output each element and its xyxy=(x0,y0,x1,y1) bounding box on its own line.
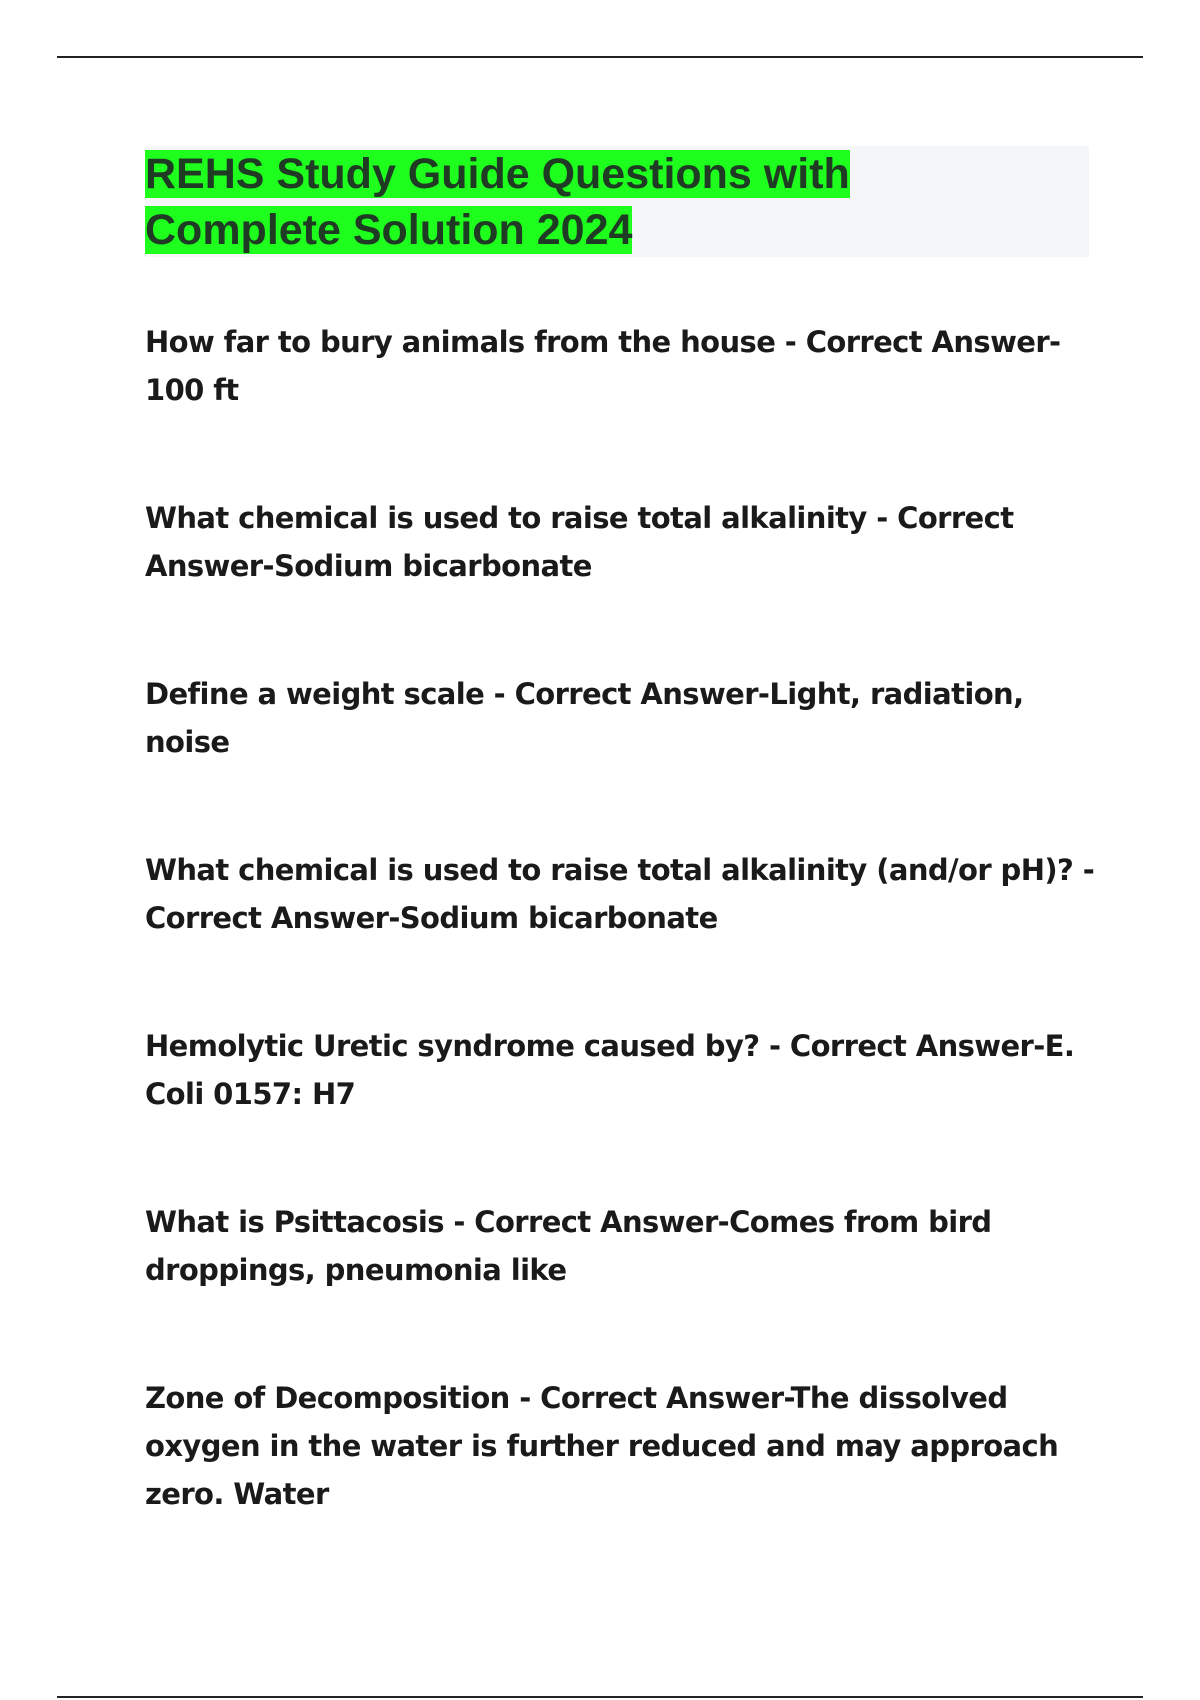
page-title xyxy=(145,146,1089,258)
qa-item: What chemical is used to raise total alkalinity - Correct Answer-Sodium bicarbonate xyxy=(145,501,1014,583)
qa-item: Define a weight scale - Correct Answer-Light, radiation, noise xyxy=(145,677,1024,759)
qa-list xyxy=(145,318,1095,1518)
qa-item: What chemical is used to raise total alkalinity (and/or pH)? - Correct Answer-Sodium bicarbonate xyxy=(145,853,1095,935)
title-line-1: REHS Study Guide Questions with xyxy=(145,150,850,198)
bottom-rule xyxy=(57,1696,1143,1698)
qa-item: Zone of Decomposition - Correct Answer-The dissolved oxygen in the water is further reduced and may approach zero. Water xyxy=(145,1381,1059,1511)
title-line-2: Complete Solution 2024 xyxy=(145,206,633,254)
qa-item: Hemolytic Uretic syndrome caused by? - Correct Answer-E. Coli 0157: H7 xyxy=(145,1029,1075,1111)
title-block xyxy=(145,146,1089,257)
qa-item: What is Psittacosis - Correct Answer-Comes from bird droppings, pneumonia like xyxy=(145,1205,992,1287)
qa-item: How far to bury animals from the house - Correct Answer-100 ft xyxy=(145,325,1061,407)
top-rule xyxy=(57,56,1143,58)
